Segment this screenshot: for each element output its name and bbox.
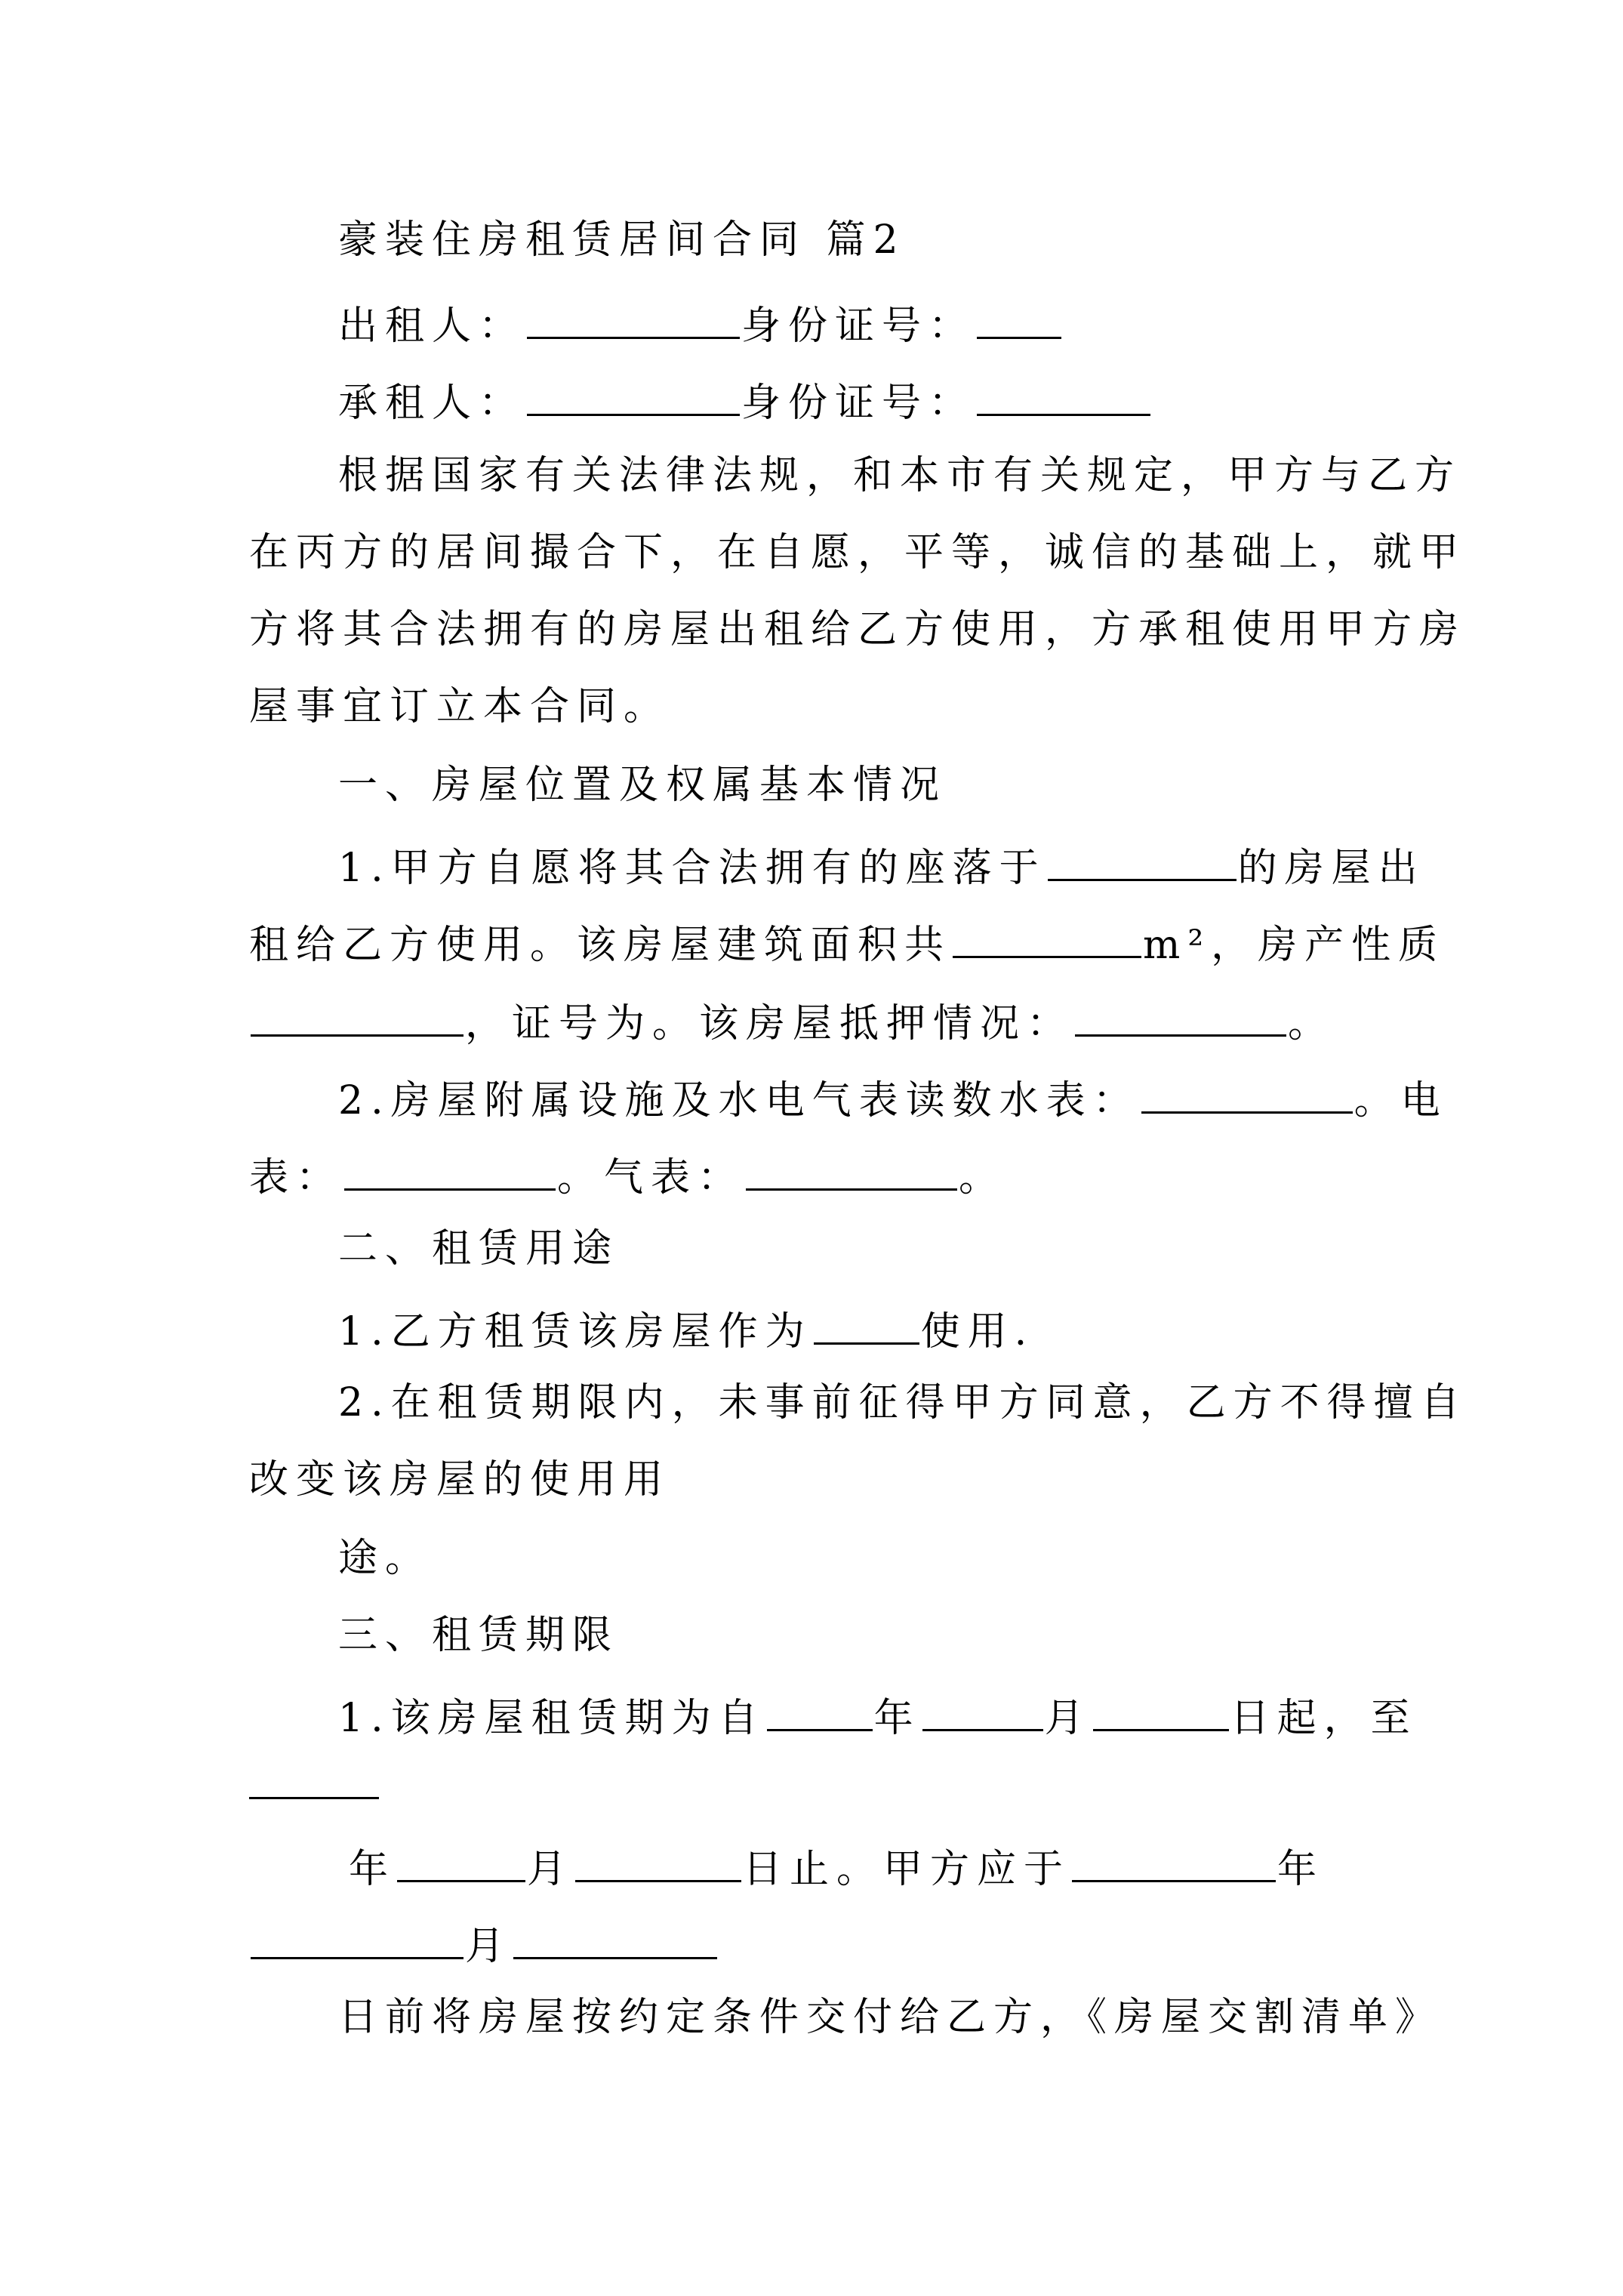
s3-item1-line1: 1.该房屋租赁期为自 年 月 日起，至: [338, 1690, 1418, 1741]
lessee-line: 承租人： 身份证号：: [338, 374, 1152, 426]
water-meter-blank: [1141, 1072, 1353, 1114]
intro-line-3: 方将其合法拥有的房屋出租给乙方使用，方承租使用甲方房: [249, 607, 1467, 652]
s2-item2-line2: 改变该房屋的使用用: [249, 1457, 671, 1502]
end-year-blank: [249, 1797, 379, 1799]
section-3-title: 三、租赁期限: [338, 1613, 620, 1658]
lessor-name-blank: [527, 297, 740, 339]
document-title: 豪装住房租赁居间合同 篇2: [338, 217, 906, 263]
lessor-id-blank: [977, 297, 1061, 339]
start-year-blank: [767, 1690, 873, 1731]
end-day-blank: [575, 1841, 741, 1882]
s2-item2-line3: 途。: [338, 1536, 433, 1581]
mortgage-blank: [1075, 995, 1286, 1037]
s1-item1-line3: ，证号为。该房屋抵押情况： 。: [249, 995, 1335, 1046]
s2-item1: 1.乙方租赁该房屋作为 使用.: [338, 1303, 1034, 1354]
end-month-blank: [397, 1841, 525, 1882]
start-month-blank: [922, 1690, 1043, 1731]
electric-meter-blank: [344, 1149, 556, 1191]
s3-item1-line3: 月: [249, 1918, 719, 1969]
s1-item2-line1: 2.房屋附属设施及水电气表读数水表： 。电: [338, 1072, 1448, 1123]
lessor-line: 出租人： 身份证号：: [338, 297, 1063, 349]
start-day-blank: [1093, 1690, 1229, 1731]
s3-item1-line4: 日前将房屋按约定条件交付给乙方，《房屋交割清单》: [338, 1995, 1443, 2040]
s3-item1-line2: 年 月 日止。甲方应于 年: [349, 1841, 1324, 1892]
lessee-name-blank: [527, 374, 740, 416]
intro-line-2: 在丙方的居间撮合下，在自愿，平等，诚信的基础上，就甲: [249, 530, 1467, 575]
section-1-title: 一、房屋位置及权属基本情况: [338, 763, 947, 808]
gas-meter-blank: [746, 1149, 957, 1191]
area-blank: [953, 917, 1141, 958]
handover-year-blank: [1072, 1841, 1276, 1882]
s1-item2-line2: 表： 。气表： 。: [249, 1149, 1006, 1200]
s1-item1-line2: 租给乙方使用。该房屋建筑面积共 m²，房产性质: [249, 917, 1445, 968]
location-blank: [1048, 840, 1236, 881]
s2-item2-line1: 2.在租赁期限内，未事前征得甲方同意，乙方不得擅自: [338, 1380, 1467, 1425]
handover-month-blank: [251, 1918, 463, 1959]
property-nature-blank: [251, 995, 463, 1037]
intro-line-4: 屋事宜订立本合同。: [249, 684, 671, 729]
lessee-id-blank: [977, 374, 1150, 416]
usage-blank: [814, 1303, 919, 1345]
s1-item1-line1: 1.甲方自愿将其合法拥有的座落于 的房屋出: [338, 840, 1425, 891]
section-2-title: 二、租赁用途: [338, 1226, 620, 1271]
handover-day-blank: [513, 1918, 717, 1959]
intro-line-1: 根据国家有关法律法规，和本市有关规定，甲方与乙方: [338, 453, 1462, 498]
